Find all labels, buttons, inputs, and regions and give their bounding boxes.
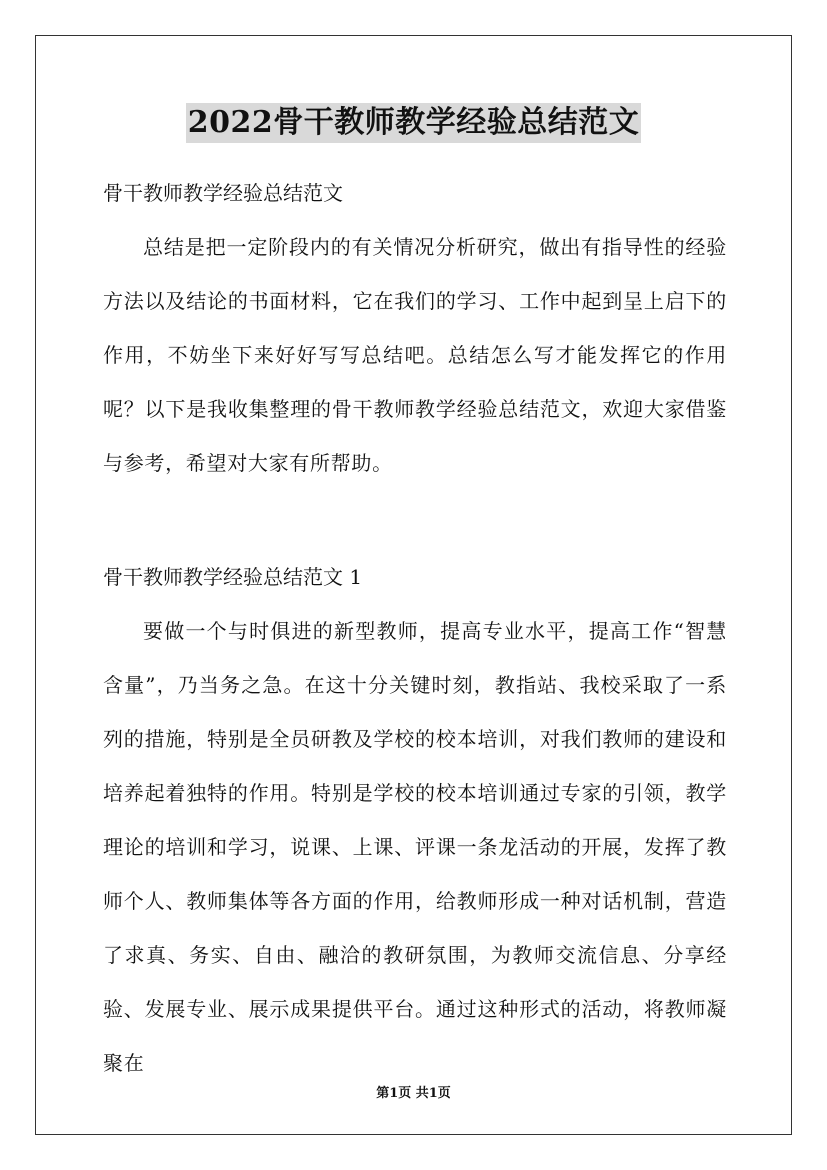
page-number-footer: 第1页 共1页 <box>376 1086 451 1101</box>
document-title <box>0 103 827 143</box>
section-spacer <box>103 490 727 550</box>
body-paragraph: 要做一个与时俱进的新型教师，提高专业水平，提高工作“智慧含量”，乃当务之急。在这十分关键时刻，教指站、我校采取了一系列的措施，特别是全员研教及学校的校本培训，对我们教师的建设和培养起着独特的作用。特别是学校的校本培训通过专家的引领，教学理论的培训和学习，说课、上课、评课一条龙活动的开展，发挥了教师个人、教师集体等各方面的作用，给教师形成一种对话机制，营造了求真、务实、自由、融洽的教研氛围，为教师交流信息、分享经验、发展专业、展示成果提供平台。通过这种形式的活动，将教师凝聚在 <box>103 619 727 1075</box>
body-paragraph: 总结是把一定阶段内的有关情况分析研究，做出有指导性的经验方法以及结论的书面材料，它在我们的学习、工作中起到呈上启下的作用，不妨坐下来好好写写总结吧。总结怎么写才能发挥它的作用呢？以下是我收集整理的骨干教师教学经验总结范文，欢迎大家借鉴与参考，希望对大家有所帮助。 <box>103 235 727 475</box>
section-heading: 骨干教师教学经验总结范文 <box>103 181 343 205</box>
section-heading: 骨干教师教学经验总结范文 1 <box>103 565 363 589</box>
document-body <box>103 166 727 1090</box>
document-title-text: 2022骨干教师教学经验总结范文 <box>186 103 642 143</box>
